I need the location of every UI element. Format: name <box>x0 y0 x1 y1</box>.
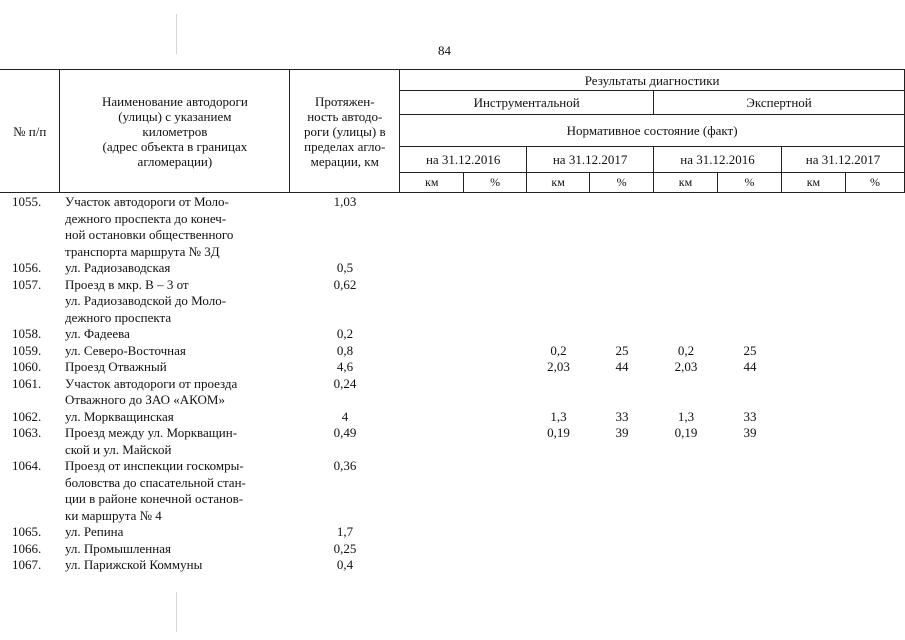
table-row <box>0 326 905 343</box>
header-normative: Нормативное состояние (факт) <box>400 115 905 147</box>
instr-2017-pct <box>590 194 654 260</box>
instr-2016-pct <box>464 194 527 260</box>
table-row <box>0 343 905 360</box>
road-length: 4,6 <box>336 359 354 374</box>
table-row <box>0 376 905 409</box>
expert-2017-pct <box>846 277 905 327</box>
row-number: 1056. <box>12 260 42 275</box>
road-name: ул. Северо-Восточная <box>65 342 186 358</box>
road-name: ул. Радиозаводская <box>65 260 171 275</box>
expert-2016-km <box>654 541 718 558</box>
expert-2016-pct: 39 <box>743 425 757 440</box>
expert-2017-pct <box>846 326 905 343</box>
instr-2017-km: 0,19 <box>547 425 570 440</box>
expert-2016-km <box>654 194 718 260</box>
instr-2016-pct <box>464 458 527 524</box>
expert-2017-km <box>782 524 846 541</box>
instr-2017-pct <box>590 458 654 524</box>
table-row <box>0 409 905 426</box>
expert-2017-km <box>782 541 846 558</box>
expert-2016-pct <box>718 541 782 558</box>
table-row <box>0 524 905 541</box>
instr-2017-pct <box>590 524 654 541</box>
header-col-name: Наименование автодороги (улицы) с указанием километров (адрес объекта в границах агломерации) <box>60 70 290 193</box>
row-number: 1061. <box>12 375 42 391</box>
expert-2016-pct <box>718 458 782 524</box>
expert-2017-pct <box>846 359 905 376</box>
instr-2016-km <box>400 376 464 409</box>
instr-2016-km <box>400 409 464 426</box>
data-table <box>0 194 905 574</box>
road-length: 0,24 <box>333 375 357 391</box>
instr-2016-pct <box>464 326 527 343</box>
row-number: 1067. <box>12 557 42 572</box>
instr-2017-km <box>527 260 590 277</box>
expert-2016-pct <box>718 260 782 277</box>
road-length: 0,5 <box>336 260 354 275</box>
instr-2016-pct <box>464 359 527 376</box>
instr-2017-pct <box>590 376 654 409</box>
expert-2016-pct <box>718 194 782 260</box>
expert-2017-pct <box>846 343 905 360</box>
road-length: 0,36 <box>333 458 357 473</box>
table-row <box>0 260 905 277</box>
expert-2016-pct <box>718 557 782 574</box>
row-number: 1059. <box>12 342 42 358</box>
row-number: 1066. <box>12 540 42 556</box>
row-number: 1060. <box>12 359 42 374</box>
expert-2016-pct: 44 <box>743 359 757 374</box>
instr-2017-km <box>527 557 590 574</box>
instr-2016-km <box>400 458 464 524</box>
table-row <box>0 194 905 260</box>
road-name: Проезд в мкр. В – 3 от ул. Радиозаводской до Моло- дежного проспекта <box>65 276 227 325</box>
table-row <box>0 425 905 458</box>
expert-2016-km: 1,3 <box>677 408 695 424</box>
road-length: 0,25 <box>333 540 357 556</box>
road-name: Проезд между ул. Моркващин- ской и ул. Майской <box>65 425 238 457</box>
instr-2016-pct <box>464 524 527 541</box>
header-date-expert-2016: на 31.12.2016 <box>654 147 782 173</box>
road-length: 0,62 <box>333 276 357 292</box>
header-unit-pct: % <box>845 173 904 193</box>
table-row <box>0 458 905 524</box>
row-number: 1064. <box>12 458 42 473</box>
expert-2017-km <box>782 359 846 376</box>
instr-2016-km <box>400 277 464 327</box>
road-length: 1,03 <box>333 194 357 209</box>
instr-2017-km <box>527 277 590 327</box>
scan-mark <box>176 14 177 54</box>
row-number: 1057. <box>12 276 42 292</box>
expert-2017-km <box>782 458 846 524</box>
road-name: ул. Моркващинская <box>65 408 174 424</box>
expert-2016-pct <box>718 524 782 541</box>
expert-2016-km: 0,2 <box>677 342 695 358</box>
expert-2016-km <box>654 277 718 327</box>
expert-2017-pct <box>846 458 905 524</box>
instr-2017-km <box>527 541 590 558</box>
header-col-length: Протяжен- ность автодо- роги (улицы) в пределах агло- мерации, км <box>290 70 400 193</box>
expert-2016-km <box>654 260 718 277</box>
instr-2017-km: 1,3 <box>550 408 567 424</box>
instr-2017-pct: 39 <box>615 425 629 440</box>
instr-2016-km <box>400 359 464 376</box>
expert-2017-km <box>782 277 846 327</box>
scan-mark <box>176 592 177 632</box>
road-name: Участок автодороги от Моло- дежного проспекта до конеч- ной остановки общественного транспорта маршрута № 3Д <box>65 194 234 259</box>
road-name: ул. Репина <box>65 524 124 539</box>
instr-2017-km: 0,2 <box>550 342 567 358</box>
expert-2017-pct <box>846 409 905 426</box>
instr-2017-km: 2,03 <box>547 359 570 374</box>
expert-2017-km <box>782 343 846 360</box>
header-col-number: № п/п <box>0 70 60 193</box>
instr-2016-pct <box>464 541 527 558</box>
header-expert: Экспертной <box>654 91 905 115</box>
instr-2016-pct <box>464 260 527 277</box>
instr-2017-pct: 33 <box>615 408 629 424</box>
instr-2017-pct <box>590 326 654 343</box>
road-name: ул. Парижской Коммуны <box>65 557 203 572</box>
road-name: ул. Фадеева <box>65 326 130 341</box>
instr-2017-pct <box>590 260 654 277</box>
expert-2017-km <box>782 326 846 343</box>
row-number: 1065. <box>12 524 42 539</box>
instr-2017-km <box>527 458 590 524</box>
instr-2017-pct: 44 <box>615 359 629 374</box>
expert-2017-km <box>782 409 846 426</box>
road-name: Участок автодороги от проезда Отважного до ЗАО «АКОМ» <box>65 375 238 407</box>
instr-2016-pct <box>464 557 527 574</box>
header-instrumental: Инструментальной <box>400 91 654 115</box>
expert-2016-km <box>654 557 718 574</box>
table-row <box>0 557 905 574</box>
instr-2016-pct <box>464 343 527 360</box>
road-length: 0,49 <box>333 425 357 440</box>
header-unit-pct: % <box>718 173 782 193</box>
header-unit-km: км <box>781 173 845 193</box>
expert-2016-pct: 33 <box>743 408 757 424</box>
expert-2017-pct <box>846 260 905 277</box>
header-date-instrumental-2016: на 31.12.2016 <box>400 147 527 173</box>
header-unit-km: км <box>654 173 718 193</box>
expert-2017-pct <box>846 194 905 260</box>
road-length: 4 <box>341 408 349 424</box>
header-date-expert-2017: на 31.12.2017 <box>781 147 904 173</box>
expert-2016-km: 2,03 <box>674 359 698 374</box>
expert-2016-km <box>654 458 718 524</box>
instr-2017-km <box>527 194 590 260</box>
row-number: 1055. <box>12 194 42 209</box>
header-unit-km: км <box>527 173 590 193</box>
row-number: 1058. <box>12 326 42 341</box>
instr-2016-km <box>400 524 464 541</box>
instr-2016-pct <box>464 409 527 426</box>
instr-2016-pct <box>464 376 527 409</box>
expert-2016-pct <box>718 376 782 409</box>
table-row <box>0 277 905 327</box>
road-length: 0,8 <box>336 342 354 358</box>
page-number: 84 <box>438 43 451 58</box>
road-name: ул. Промышленная <box>65 540 171 556</box>
table-row <box>0 359 905 376</box>
expert-2016-pct <box>718 326 782 343</box>
header-unit-km: км <box>400 173 464 193</box>
road-length: 1,7 <box>336 524 354 539</box>
table-header <box>0 69 905 193</box>
header-unit-pct: % <box>464 173 527 193</box>
instr-2016-pct <box>464 277 527 327</box>
expert-2017-km <box>782 376 846 409</box>
expert-2017-km <box>782 557 846 574</box>
road-length: 0,2 <box>336 326 354 341</box>
expert-2017-km <box>782 425 846 458</box>
expert-2016-km <box>654 326 718 343</box>
row-number: 1062. <box>12 408 42 424</box>
instr-2016-km <box>400 425 464 458</box>
instr-2016-pct <box>464 425 527 458</box>
instr-2017-pct <box>590 541 654 558</box>
header-date-instrumental-2017: на 31.12.2017 <box>527 147 654 173</box>
expert-2017-km <box>782 260 846 277</box>
header-results: Результаты диагностики <box>400 70 905 91</box>
instr-2017-pct: 25 <box>615 342 629 358</box>
expert-2017-pct <box>846 541 905 558</box>
instr-2016-km <box>400 194 464 260</box>
expert-2016-km <box>654 376 718 409</box>
expert-2017-km <box>782 194 846 260</box>
instr-2016-km <box>400 343 464 360</box>
expert-2017-pct <box>846 557 905 574</box>
instr-2017-km <box>527 376 590 409</box>
expert-2017-pct <box>846 425 905 458</box>
road-length: 0,4 <box>336 557 354 572</box>
row-number: 1063. <box>12 425 42 440</box>
instr-2016-km <box>400 541 464 558</box>
expert-2016-km: 0,19 <box>674 425 698 440</box>
instr-2017-pct <box>590 557 654 574</box>
instr-2016-km <box>400 557 464 574</box>
expert-2016-pct: 25 <box>743 342 757 358</box>
expert-2017-pct <box>846 376 905 409</box>
road-name: Проезд Отважный <box>65 359 167 374</box>
road-name: Проезд от инспекции госкомры- боловства до спасательной стан- ции в районе конечной останов- ки маршрута № 4 <box>65 458 246 523</box>
expert-2017-pct <box>846 524 905 541</box>
instr-2016-km <box>400 326 464 343</box>
instr-2016-km <box>400 260 464 277</box>
instr-2017-km <box>527 326 590 343</box>
expert-2016-km <box>654 524 718 541</box>
table-row <box>0 541 905 558</box>
expert-2016-pct <box>718 277 782 327</box>
instr-2017-pct <box>590 277 654 327</box>
header-unit-pct: % <box>590 173 654 193</box>
instr-2017-km <box>527 524 590 541</box>
